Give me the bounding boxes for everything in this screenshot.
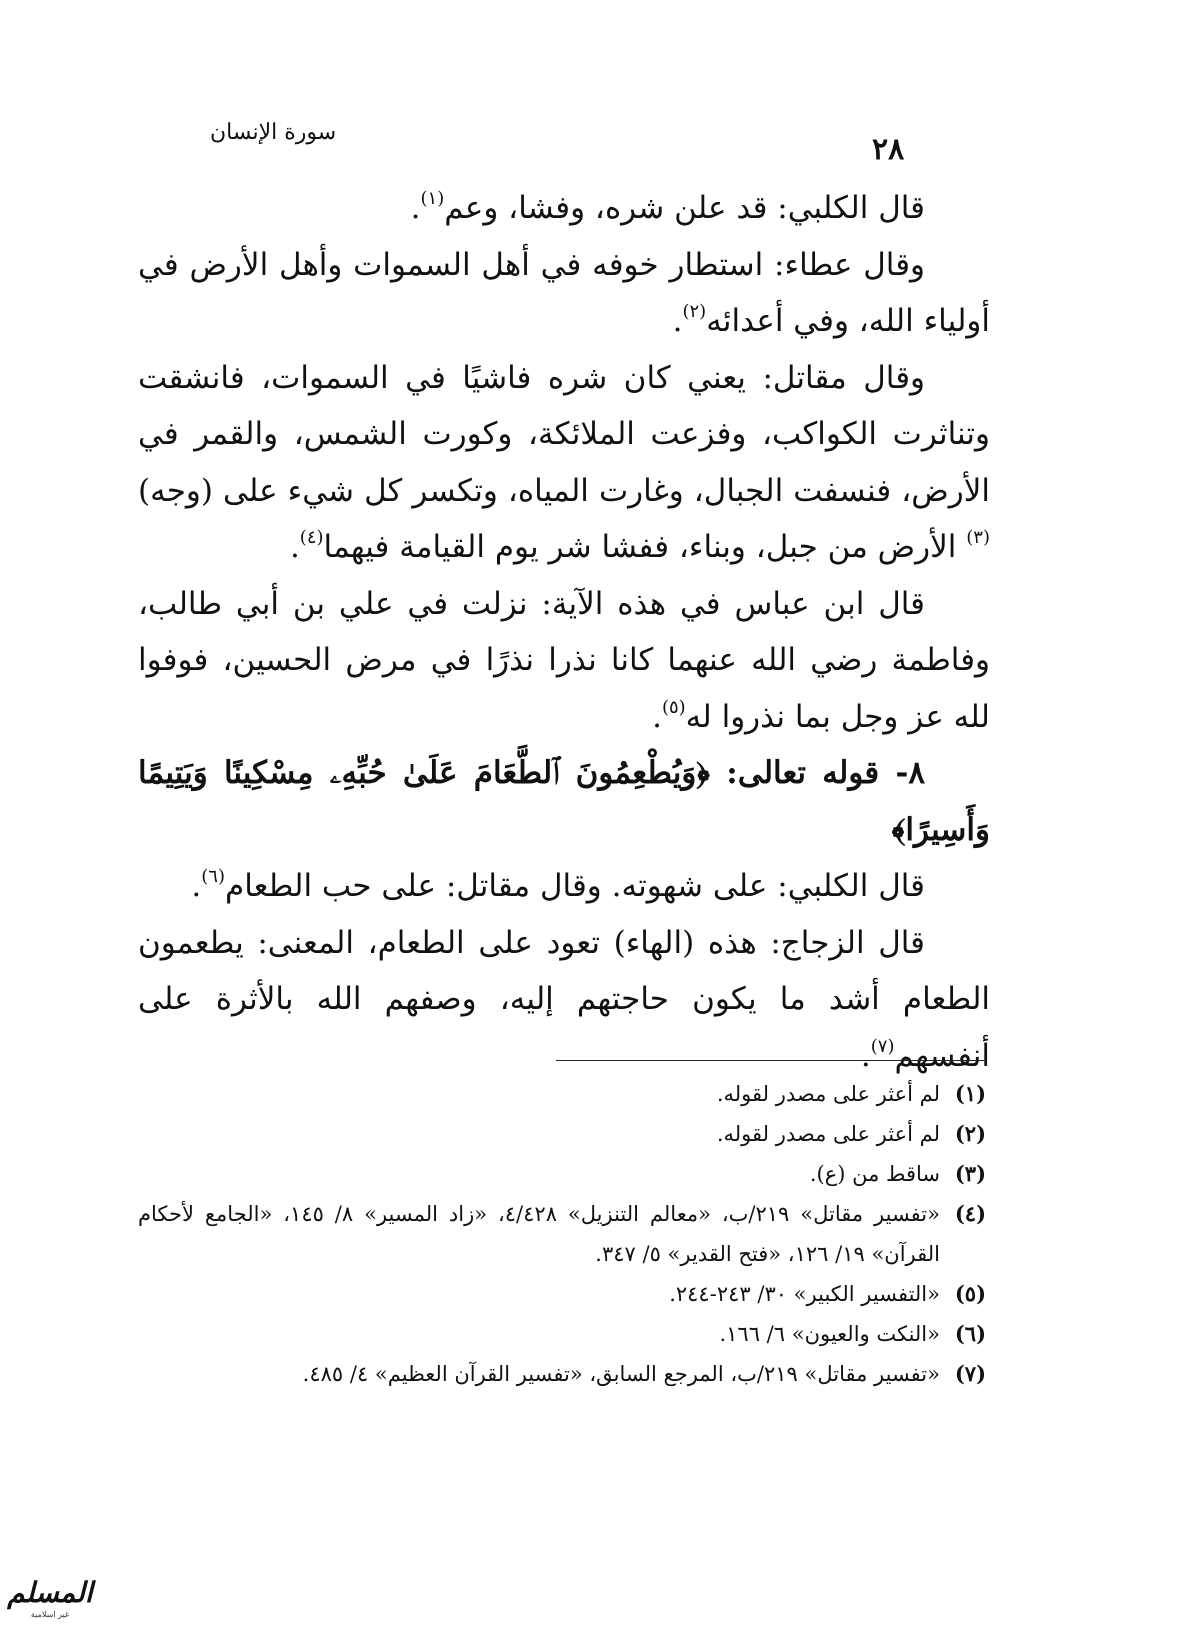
paragraph: قال ابن عباس في هذه الآية: نزلت في علي بن أبي طالب، وفاطمة رضي الله عنهما كانا نذرا نذرًا في مرض الحسين، فوفوا لله عز وجل بما نذروا له$^{(٥)}$. — [138, 585, 990, 735]
paragraph: وقال عطاء: استطار خوفه في أهل السموات وأهل الأرض في أولياء الله، وفي أعدائه$^{(٢)}$. — [138, 246, 990, 339]
footnote-number: (٧) — [954, 1361, 986, 1386]
paragraph: وقال مقاتل: يعني كان شره فاشيًا في السموات، فانشقت وتناثرت الكواكب، وفزعت الملائكة، وكورت الشمس، والقمر في الأرض، فنسفت الجبال، وغارت المياه، وتكسر كل شيء على (وجه)$^{(٣)}$ الأرض من جبل، وبناء، ففشا شر يوم القيامة فيهما$^{(٤)}$. — [138, 359, 990, 565]
footnote-item: (٢) لم أعثر على مصدر لقوله. — [138, 1114, 990, 1154]
footnote-item: (٤) «تفسير مقاتل» ٢١٩/ب، «معالم التنزيل» ٤/٤٢٨، «زاد المسير» ٨/ ١٤٥، «الجامع لأحكام القرآن» ١٩/ ١٢٦، «فتح القدير» ٥/ ٣٤٧. — [138, 1194, 990, 1274]
paragraph: قال الكلبي: على شهوته. وقال مقاتل: على حب الطعام$^{(٦)}$. — [191, 866, 925, 904]
quran-verse-paragraph: ٨- قوله تعالى: ﴿وَيُطْعِمُونَ ٱلطَّعَامَ عَلَىٰ حُبِّهِۦ مِسْكِينًا وَيَتِيمًا وَأَسِيرًا﴾ — [138, 755, 990, 848]
footnote-number: (٣) — [954, 1161, 986, 1186]
footnote-number: (٥) — [954, 1281, 986, 1306]
paragraph: قال الكلبي: قد علن شره، وفشا، وعم$^{(١)}$. — [410, 188, 925, 226]
footnote-item: (١) لم أعثر على مصدر لقوله. — [138, 1074, 990, 1114]
footnote-number: (٦) — [954, 1321, 986, 1346]
footnote-ref[interactable]: (٢) — [682, 301, 707, 322]
paragraph: قال الزجاج: هذه (الهاء) تعود على الطعام، المعنى: يطعمون الطعام أشد ما يكون حاجتهم إليه، وصفهم الله بالأثرة على أنفسهم$^{(٧)}$. — [138, 924, 990, 1074]
footnotes — [138, 1074, 990, 1394]
footnote-ref[interactable]: (٣) — [966, 527, 990, 548]
footnote-item: (٥) «التفسير الكبير» ٣٠/ ٢٤٣-٢٤٤. — [138, 1274, 990, 1314]
surah-title: سورة الإنسان — [210, 120, 337, 145]
footnote-ref[interactable]: (٤) — [299, 527, 324, 548]
footnote-item: (٣) ساقط من (ع). — [138, 1154, 990, 1194]
footnote-divider — [556, 1060, 986, 1061]
footnote-item: (٧) «تفسير مقاتل» ٢١٩/ب، المرجع السابق، «تفسير القرآن العظيم» ٤/ ٤٨٥. — [138, 1354, 990, 1394]
footnote-ref[interactable]: (٧) — [870, 1035, 895, 1057]
footnote-ref[interactable]: (٦) — [201, 866, 225, 887]
main-text — [138, 180, 990, 1084]
publisher-seal-logo — [6, 1576, 94, 1626]
footnote-ref[interactable]: (٥) — [661, 696, 686, 718]
page-number: ٢٨ — [872, 132, 905, 167]
footnote-number: (١) — [954, 1081, 986, 1106]
footnote-ref[interactable]: (١) — [420, 188, 445, 209]
footnote-number: (٢) — [954, 1121, 986, 1146]
footnote-item: (٦) «النكت والعيون» ٦/ ١٦٦. — [138, 1314, 990, 1354]
footnote-number: (٤) — [954, 1201, 986, 1226]
seal-main-text: المسلم — [7, 1576, 93, 1609]
seal-sub-text: غير اسلامية — [30, 1610, 70, 1619]
